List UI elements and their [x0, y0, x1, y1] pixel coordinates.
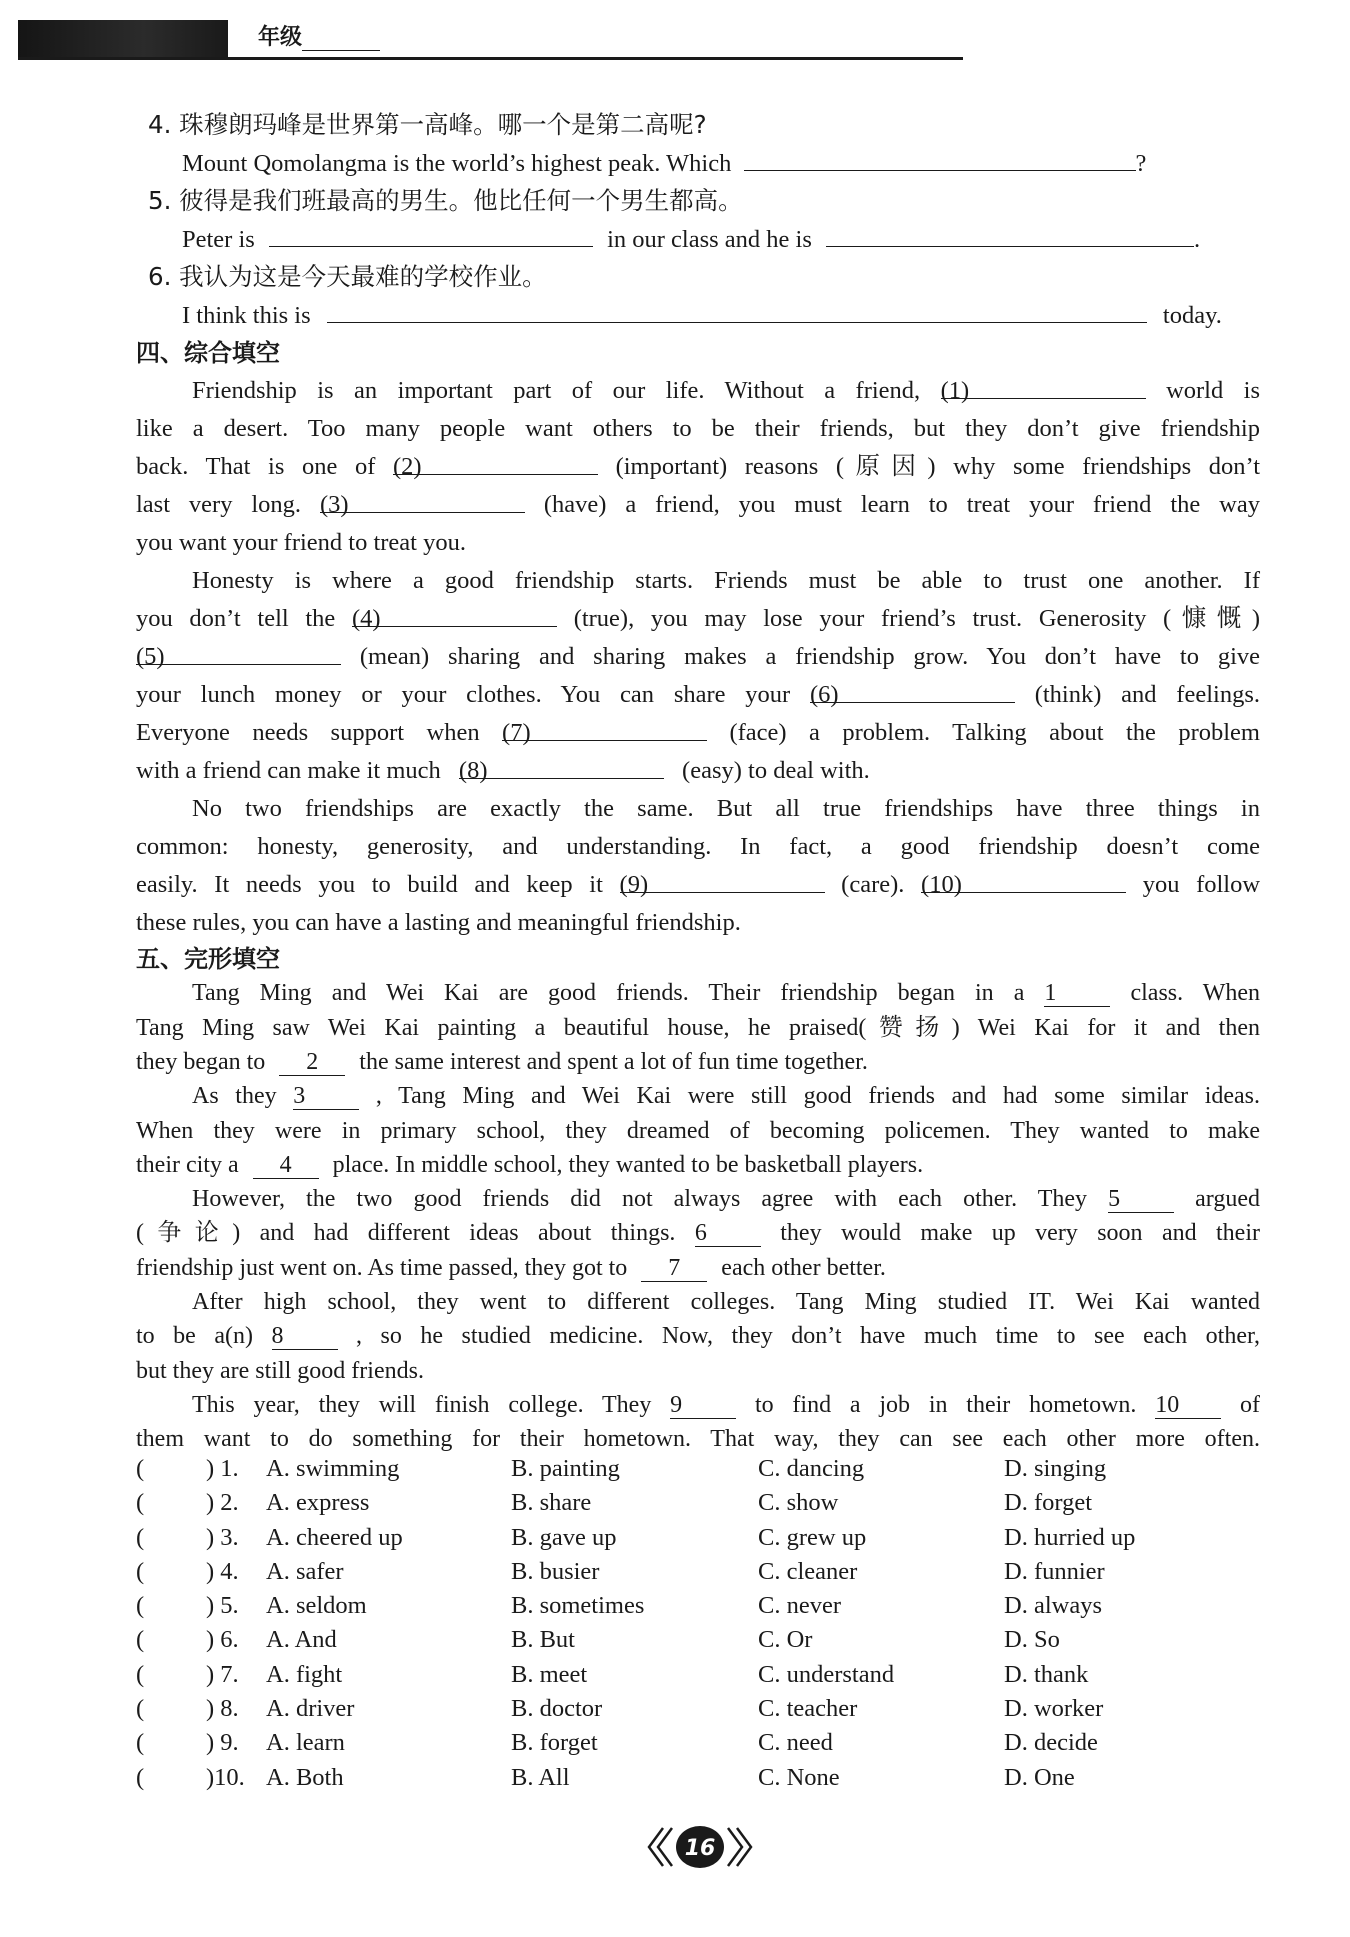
option-b[interactable]: B. share	[511, 1489, 592, 1517]
cloze-line: After high school, they went to different colleges. Tang Ming studied IT. Wei Kai wanted	[192, 1289, 1260, 1315]
blank-8[interactable]: (8)	[459, 752, 664, 779]
question-number: ) 5.	[206, 1592, 239, 1620]
cloze-blank-10[interactable]: 10	[1155, 1392, 1221, 1419]
s4-line: Everyone needs support when (7) (face) a problem. Talking about the problem	[136, 714, 1260, 752]
question-number: )10.	[206, 1763, 245, 1791]
cloze-line: to be a(n) 8 , so he studied medicine. Now, they don’t have much time to see each other,	[136, 1323, 1260, 1350]
option-c[interactable]: C. teacher	[758, 1695, 858, 1723]
option-a[interactable]: A. And	[266, 1626, 337, 1654]
s4-line: these rules, you can have a lasting and meaningful friendship.	[136, 909, 741, 936]
cloze-blank-3[interactable]: 3	[293, 1083, 359, 1110]
s4-line: last very long. (3) (have) a friend, you must learn to treat your friend the way	[136, 486, 1260, 524]
page-number-arrows-icon	[645, 1822, 755, 1872]
cloze-blank-2[interactable]: 2	[279, 1049, 345, 1076]
option-d[interactable]: D. decide	[1004, 1729, 1098, 1757]
section5-heading: 五、完形填空	[136, 945, 280, 973]
option-d[interactable]: D. worker	[1004, 1695, 1104, 1723]
answer-bracket[interactable]: (	[136, 1763, 145, 1791]
option-b[interactable]: B. forget	[511, 1729, 598, 1757]
option-a[interactable]: A. swimming	[266, 1455, 400, 1482]
header-bar	[18, 20, 228, 60]
q5-answer-blank-2[interactable]	[826, 220, 1194, 247]
answer-bracket[interactable]: (	[136, 1455, 145, 1482]
cloze-blank-5[interactable]: 5	[1108, 1186, 1174, 1213]
option-d[interactable]: D. always	[1004, 1592, 1102, 1620]
answer-bracket[interactable]: (	[136, 1660, 145, 1688]
question-number: ) 1.	[206, 1455, 239, 1482]
option-a[interactable]: A. safer	[266, 1557, 344, 1585]
cloze-blank-6[interactable]: 6	[695, 1220, 761, 1247]
option-d[interactable]: D. forget	[1004, 1489, 1092, 1517]
option-b[interactable]: B. gave up	[511, 1523, 617, 1551]
cloze-blank-7[interactable]: 7	[641, 1255, 707, 1282]
option-c[interactable]: C. cleaner	[758, 1557, 858, 1585]
blank-10[interactable]: (10)	[921, 866, 1126, 893]
q6-english: I think this is today.	[182, 296, 1222, 335]
question-number: ) 9.	[206, 1729, 239, 1757]
option-a[interactable]: A. cheered up	[266, 1523, 403, 1551]
cloze-line: them want to do something for their hometown. That way, they can see each other more often.	[136, 1426, 1260, 1453]
cloze-blank-1[interactable]: 1	[1044, 980, 1110, 1007]
option-b[interactable]: B. sometimes	[511, 1592, 645, 1620]
s4-line: No two friendships are exactly the same. But all true friendships have three things in	[192, 795, 1260, 822]
s4-line: your lunch money or your clothes. You can share your (6) (think) and feelings.	[136, 676, 1260, 714]
cloze-line: This year, they will finish college. They 9 to find a job in their hometown. 10 of	[192, 1391, 1261, 1418]
option-d[interactable]: D. One	[1004, 1763, 1075, 1791]
option-c[interactable]: C. None	[758, 1763, 840, 1791]
option-a[interactable]: A. driver	[266, 1695, 355, 1723]
cloze-line: (争论) and had different ideas about things. 6 they would make up very soon and their	[136, 1220, 1260, 1247]
answer-bracket[interactable]: (	[136, 1592, 145, 1620]
header-rule	[18, 57, 963, 60]
s4-line: (5) (mean) sharing and sharing makes a friendship grow. You don’t have to give	[136, 638, 1260, 676]
question-number: ) 4.	[206, 1557, 239, 1585]
option-b[interactable]: B. But	[511, 1626, 575, 1654]
option-d[interactable]: D. hurried up	[1004, 1523, 1136, 1551]
question-number: ) 6.	[206, 1626, 239, 1654]
answer-bracket[interactable]: (	[136, 1729, 145, 1757]
option-a[interactable]: A. fight	[266, 1660, 343, 1688]
cloze-line: but they are still good friends.	[136, 1357, 424, 1384]
option-a[interactable]: A. Both	[266, 1763, 344, 1791]
q4-chinese: 4. 珠穆朗玛峰是世界第一高峰。哪一个是第二高呢?	[148, 110, 707, 139]
question-number: ) 7.	[206, 1660, 239, 1688]
blank-4[interactable]: (4)	[352, 600, 557, 627]
cloze-blank-9[interactable]: 9	[670, 1392, 736, 1419]
option-c[interactable]: C. grew up	[758, 1523, 867, 1551]
option-d[interactable]: D. singing	[1004, 1455, 1107, 1482]
question-number: ) 3.	[206, 1523, 239, 1551]
option-c[interactable]: C. understand	[758, 1660, 895, 1688]
s4-line: easily. It needs you to build and keep it (9) (care). (10) you follow	[136, 866, 1260, 904]
s4-line: back. That is one of (2) (important) reasons (原因) why some friendships don’t	[136, 448, 1260, 486]
section4-heading: 四、综合填空	[136, 339, 280, 367]
blank-3[interactable]: (3)	[320, 486, 525, 513]
cloze-blank-8[interactable]: 8	[272, 1323, 338, 1350]
option-d[interactable]: D. funnier	[1004, 1557, 1105, 1585]
blank-7[interactable]: (7)	[502, 714, 707, 741]
option-b[interactable]: B. All	[511, 1763, 570, 1791]
answer-bracket[interactable]: (	[136, 1489, 145, 1517]
option-b[interactable]: B. busier	[511, 1557, 600, 1585]
blank-6[interactable]: (6)	[810, 676, 1015, 703]
q6-answer-blank[interactable]	[327, 296, 1147, 323]
cloze-line: friendship just went on. As time passed, they got to 7 each other better.	[136, 1254, 886, 1281]
s4-line: you don’t tell the (4) (true), you may lose your friend’s trust. Generosity (慷慨)	[136, 600, 1260, 638]
answer-bracket[interactable]: (	[136, 1626, 145, 1654]
answer-bracket[interactable]: (	[136, 1557, 145, 1585]
option-c[interactable]: C. show	[758, 1489, 839, 1517]
option-b[interactable]: B. meet	[511, 1660, 588, 1688]
q5-answer-blank-1[interactable]	[269, 220, 593, 247]
option-b[interactable]: B. doctor	[511, 1695, 603, 1723]
s4-line: Honesty is where a good friendship starts. Friends must be able to trust one another. If	[192, 567, 1260, 594]
option-b[interactable]: B. painting	[511, 1455, 620, 1482]
cloze-line: their city a 4 place. In middle school, they wanted to be basketball players.	[136, 1151, 924, 1178]
s4-line: you want your friend to treat you.	[136, 529, 466, 556]
s4-line: like a desert. Too many people want others to be their friends, but they don’t give friendship	[136, 415, 1260, 442]
answer-bracket[interactable]: (	[136, 1523, 145, 1551]
q6-chinese: 6. 我认为这是今天最难的学校作业。	[148, 262, 547, 291]
cloze-blank-4[interactable]: 4	[253, 1152, 319, 1179]
question-number: ) 8.	[206, 1695, 239, 1723]
option-d[interactable]: D. thank	[1004, 1660, 1089, 1688]
grade-blank	[302, 28, 380, 51]
question-number: ) 2.	[206, 1489, 239, 1517]
cloze-line: Tang Ming saw Wei Kai painting a beautiful house, he praised(赞扬) Wei Kai for it and then	[136, 1014, 1260, 1041]
blank-9[interactable]: (9)	[620, 866, 825, 893]
option-c[interactable]: C. dancing	[758, 1455, 865, 1482]
blank-1[interactable]: (1)	[941, 372, 1146, 399]
option-c[interactable]: C. never	[758, 1592, 841, 1620]
cloze-line: When they were in primary school, they dreamed of becoming policemen. They wanted to make	[136, 1117, 1260, 1144]
option-c[interactable]: C. Or	[758, 1626, 813, 1654]
q5-english: Peter is in our class and he is .	[182, 220, 1200, 259]
blank-5[interactable]: (5)	[136, 638, 341, 665]
option-a[interactable]: A. learn	[266, 1729, 345, 1757]
page-number-badge	[645, 1822, 755, 1872]
page-number: 16	[684, 1836, 716, 1861]
option-a[interactable]: A. express	[266, 1489, 370, 1517]
cloze-line: they began to 2 the same interest and spent a lot of fun time together.	[136, 1048, 868, 1075]
s4-line: Friendship is an important part of our life. Without a friend, (1) world is	[136, 372, 1260, 410]
cloze-line: Tang Ming and Wei Kai are good friends. Their friendship began in a 1 class. When	[192, 980, 1261, 1006]
cloze-line: As they 3 , Tang Ming and Wei Kai were still good friends and had some similar ideas.	[192, 1083, 1261, 1110]
option-d[interactable]: D. So	[1004, 1626, 1060, 1654]
s4-line: common: honesty, generosity, and understanding. In fact, a good friendship doesn’t come	[136, 833, 1260, 860]
q4-english: Mount Qomolangma is the world’s highest peak. Which ?	[182, 144, 1146, 183]
q5-chinese: 5. 彼得是我们班最高的男生。他比任何一个男生都高。	[148, 186, 743, 215]
option-c[interactable]: C. need	[758, 1729, 833, 1757]
answer-bracket[interactable]: (	[136, 1695, 145, 1723]
cloze-line: However, the two good friends did not always agree with each other. They 5 argued	[192, 1186, 1261, 1213]
grade-label: 年级	[258, 20, 380, 51]
s4-line: with a friend can make it much (8) (easy) to deal with.	[136, 752, 870, 790]
blank-2[interactable]: (2)	[393, 448, 598, 475]
q4-answer-blank[interactable]	[744, 144, 1136, 171]
option-a[interactable]: A. seldom	[266, 1592, 367, 1620]
